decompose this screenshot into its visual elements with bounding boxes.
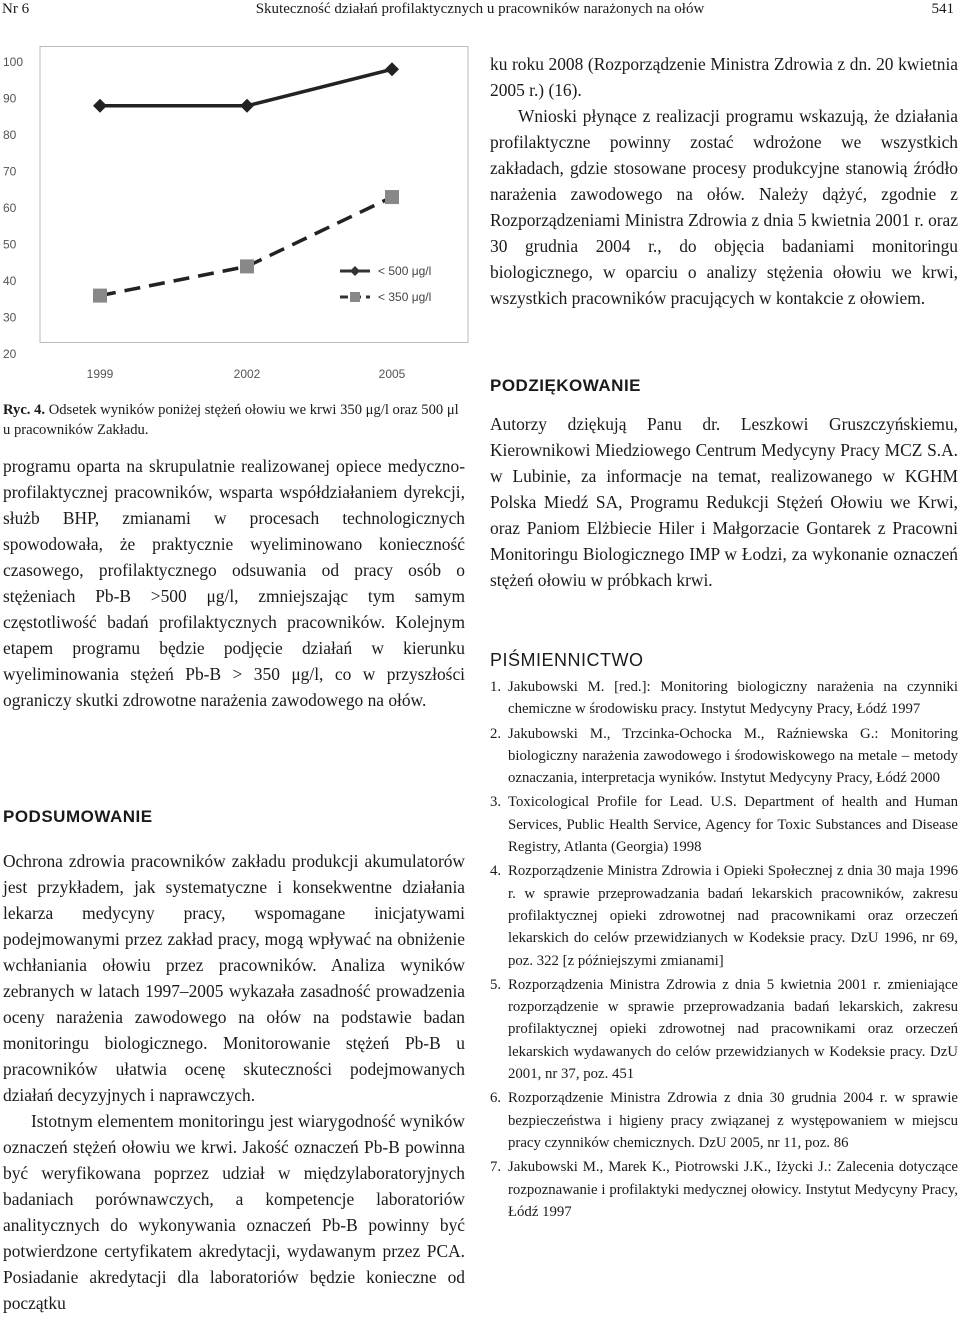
right-paragraph-0: ku roku 2008 (Rozporządzenie Ministra Zdrowia z dn. 20 kwietnia 2005 r.) (16). (490, 54, 958, 100)
y-tick-label: 20 (3, 347, 17, 361)
references-list (490, 676, 958, 1225)
right-paragraph-1: Wnioski płynące z realizacji programu wskazują, że działania profilaktyczne powinny zostać wdrożone we wszystkich zakładach, gdzie stosowane procesy produkcyjne stanowią źródło narażenia zawodowego na ołów. Należy dążyć, zgodnie z Rozporządzeniami Ministra Zdrowia z dnia 5 kwietnia 2001 r. oraz 30 grudnia 2004 r., do objęcia badaniami monitoringu biologicznego, w oparciu o analizy stężenia ołowiu we krwi, wszystkich pracowników pracujących w kontakcie z ołowiem. (490, 106, 958, 308)
left-paragraph-1: programu oparta na skrupulatnie realizowanej opiece medyczno-profilaktycznej pracowników, wsparta współdziałaniem dyrekcji, służb BHP, zmianami w procesach technologicznych spowodowała, że praktycznie wyeliminowano konieczność czasowego, profilaktycznego odsuwania od pracy osób o stężeniach Pb-B >500 μg/l, zmniejszając tym samym częstotliwość badań profilaktycznych pracowników. Kolejnym etapem programu będzie podjęcie działań w kierunku wyeliminowania stężeń Pb-B > 350 μg/l, co w przyszłości ograniczy skutki zdrowotne narażenia zawodowego na ołów. (3, 456, 465, 710)
y-tick-label: 90 (3, 91, 17, 106)
legend-label-500: < 500 μg/l (378, 264, 432, 278)
data-point-500 (385, 62, 399, 76)
acknowledgements-text: Autorzy dziękują Panu dr. Leszkowi Gruszczyńskiemu, Kierownikowi Miedziowego Centrum Medycyny Pracy MCZ S.A. w Lubinie, za informacje na temat, realizowanego w KGHM Polska Miedź SA, Programu Redukcji Stężeń Ołowiu we Krwi, oraz Paniom Elżbiecie Hiler i Małgorzacie Gontarek z Pracowni Monitoringu Biologicznego IMP w Łodzi, za wykonanie oznaczeń stężeń ołowiu w próbkach krwi. (490, 414, 958, 590)
figure-label: Ryc. 4. (3, 402, 46, 418)
x-tick-label: 1999 (86, 367, 114, 381)
y-tick-label: 100 (3, 55, 24, 69)
running-title: Skuteczność działań profilaktycznych u pracowników narażonych na ołów (255, 1, 705, 17)
series-line-350 (100, 197, 392, 296)
data-point-500 (240, 99, 254, 113)
y-tick-label: 80 (3, 128, 17, 142)
summary-heading: PODSUMOWANIE (3, 807, 153, 826)
reference-item: 4. Rozporządzenie Ministra Zdrowia i Opieki Społecznej z dnia 30 maja 1996 r. w sprawie przeprowadzania badań lekarskich pracowników, zakresu profilaktycznej opieki zdrowotnej nad pracownikami oraz orzeczeń lekarskich do celów przewidzianych w Kodeksie pracy. DzU 1996, nr 69, poz. 322 [z późniejszymi zmianami] (490, 863, 958, 969)
legend-entry-350 (340, 290, 431, 304)
lead-results-chart (0, 46, 470, 391)
y-tick-label: 60 (3, 201, 17, 215)
figure-caption-text: Odsetek wyników poniżej stężeń ołowiu we krwi 350 μg/l oraz 500 μl u pracowników Zakładu. (3, 402, 459, 438)
x-tick-label: 2002 (233, 367, 261, 381)
y-axis-ticks (3, 55, 23, 361)
data-point-350 (240, 259, 254, 273)
y-tick-label: 30 (3, 310, 17, 325)
y-tick-label: 50 (3, 237, 17, 252)
running-header (0, 0, 960, 22)
chart-legend (340, 264, 431, 304)
data-point-350 (385, 190, 399, 204)
x-tick-label: 2005 (378, 367, 406, 381)
data-point-500 (93, 99, 107, 113)
legend-label-350: < 350 μg/l (378, 290, 432, 304)
reference-item: 1. Jakubowski M. [red.]: Monitoring biologiczny narażenia na czynniki chemiczne w środowisku pracy. Instytut Medycyny Pracy, Łódź 1997 (490, 679, 958, 718)
data-point-350 (93, 289, 107, 303)
acknowledgements-heading: PODZIĘKOWANIE (490, 376, 642, 395)
right-column-top (490, 51, 958, 311)
summary-paragraph-1: Ochrona zdrowia pracowników zakładu produkcji akumulatorów jest przykładem, jak systematyczne i konsekwentne działania lekarza medycyny pracy, wspomagane inicjatywami podejmowanymi przez zakład pracy, mogą wpływać na obniżenie wchłaniania ołowiu przez pracowników. Analiza wyników zebranych w latach 1997–2005 wykazała zasadność prowadzenia oceny narażenia zawodowego na ołów na podstawie badan monitoringu biologicznego. Monitorowanie stężeń Pb-B u pracowników ułatwia ocenę skuteczności podejmowanych działań decyzyjnych i naprawczych. (3, 851, 465, 1105)
x-axis-ticks (87, 367, 406, 381)
reference-item: 5. Rozporządzenia Ministra Zdrowia z dnia 5 kwietnia 2001 r. zmieniające rozporządzenie w sprawie przeprowadzania badań lekarskich, zakresu profilaktycznej opieki zdrowotnej nad pracownikami oraz orzeczeń lekarskich wydawanych do celów przewidzianych w Kodeksie pracy. DzU 2001, nr 37, poz. 451 (490, 976, 958, 1083)
references-heading-wrap (490, 647, 958, 673)
left-column-continued (3, 453, 465, 713)
references-heading: PIŚMIENNICTWO (490, 650, 644, 670)
y-tick-label: 70 (3, 164, 17, 179)
issue-number: Nr 6 (2, 1, 30, 17)
reference-item: 6. Rozporządzenie Ministra Zdrowia z dnia 30 grudnia 2004 r. w sprawie bezpieczeństwa i higieny pracy związanej z występowaniem w miejscu pracy czynników chemicznych. DzU 2005, nr 11, poz. 86 (490, 1090, 958, 1151)
reference-item: 7. Jakubowski M., Marek K., Piotrowski J.K., Iżycki J.: Zalecenia dotyczące rozpoznawanie i profilaktyki medycznej ołowicy. Instytut Medycyny Pracy, Łódź 1997 (490, 1159, 958, 1220)
reference-item: 3. Toxicological Profile for Lead. U.S. Department of health and Human Services, Public Health Service, Agency for Toxic Substances and Disease Registry, Atlanta (Georgia) 1998 (490, 794, 958, 856)
series-markers (93, 62, 399, 302)
summary-paragraph-2: Istotnym elementem monitoringu jest wiarygodność wyników oznaczeń stężeń ołowiu we krwi. Jakość oznaczeń Pb-B powinna być weryfikowana poprzez udział w międzylaboratoryjnych badaniach porównawczych, a kompetencje laboratoriów analitycznych do wykonywania oznaczeń Pb-B powinny być potwierdzone certyfikatem akredytacji, wydawanym przez PCA. Posiadanie akredytacji dla laboratoriów będzie konieczne od początku (3, 1111, 465, 1313)
left-column-summary (3, 804, 465, 1316)
y-tick-label: 40 (3, 274, 17, 288)
figure-caption (3, 400, 465, 440)
page-number: 541 (931, 1, 954, 17)
acknowledgements-section (490, 373, 958, 593)
reference-item: 2. Jakubowski M., Trzcinka-Ochocka M., Raźniewska G.: Monitoring biologiczny narażenia zawodowego i środowiskowego na metale – metody oznaczania, interpretacja wyników. Instytut Medycyny Pracy, Łódź 2000 (490, 725, 958, 787)
legend-entry-500 (340, 264, 431, 278)
